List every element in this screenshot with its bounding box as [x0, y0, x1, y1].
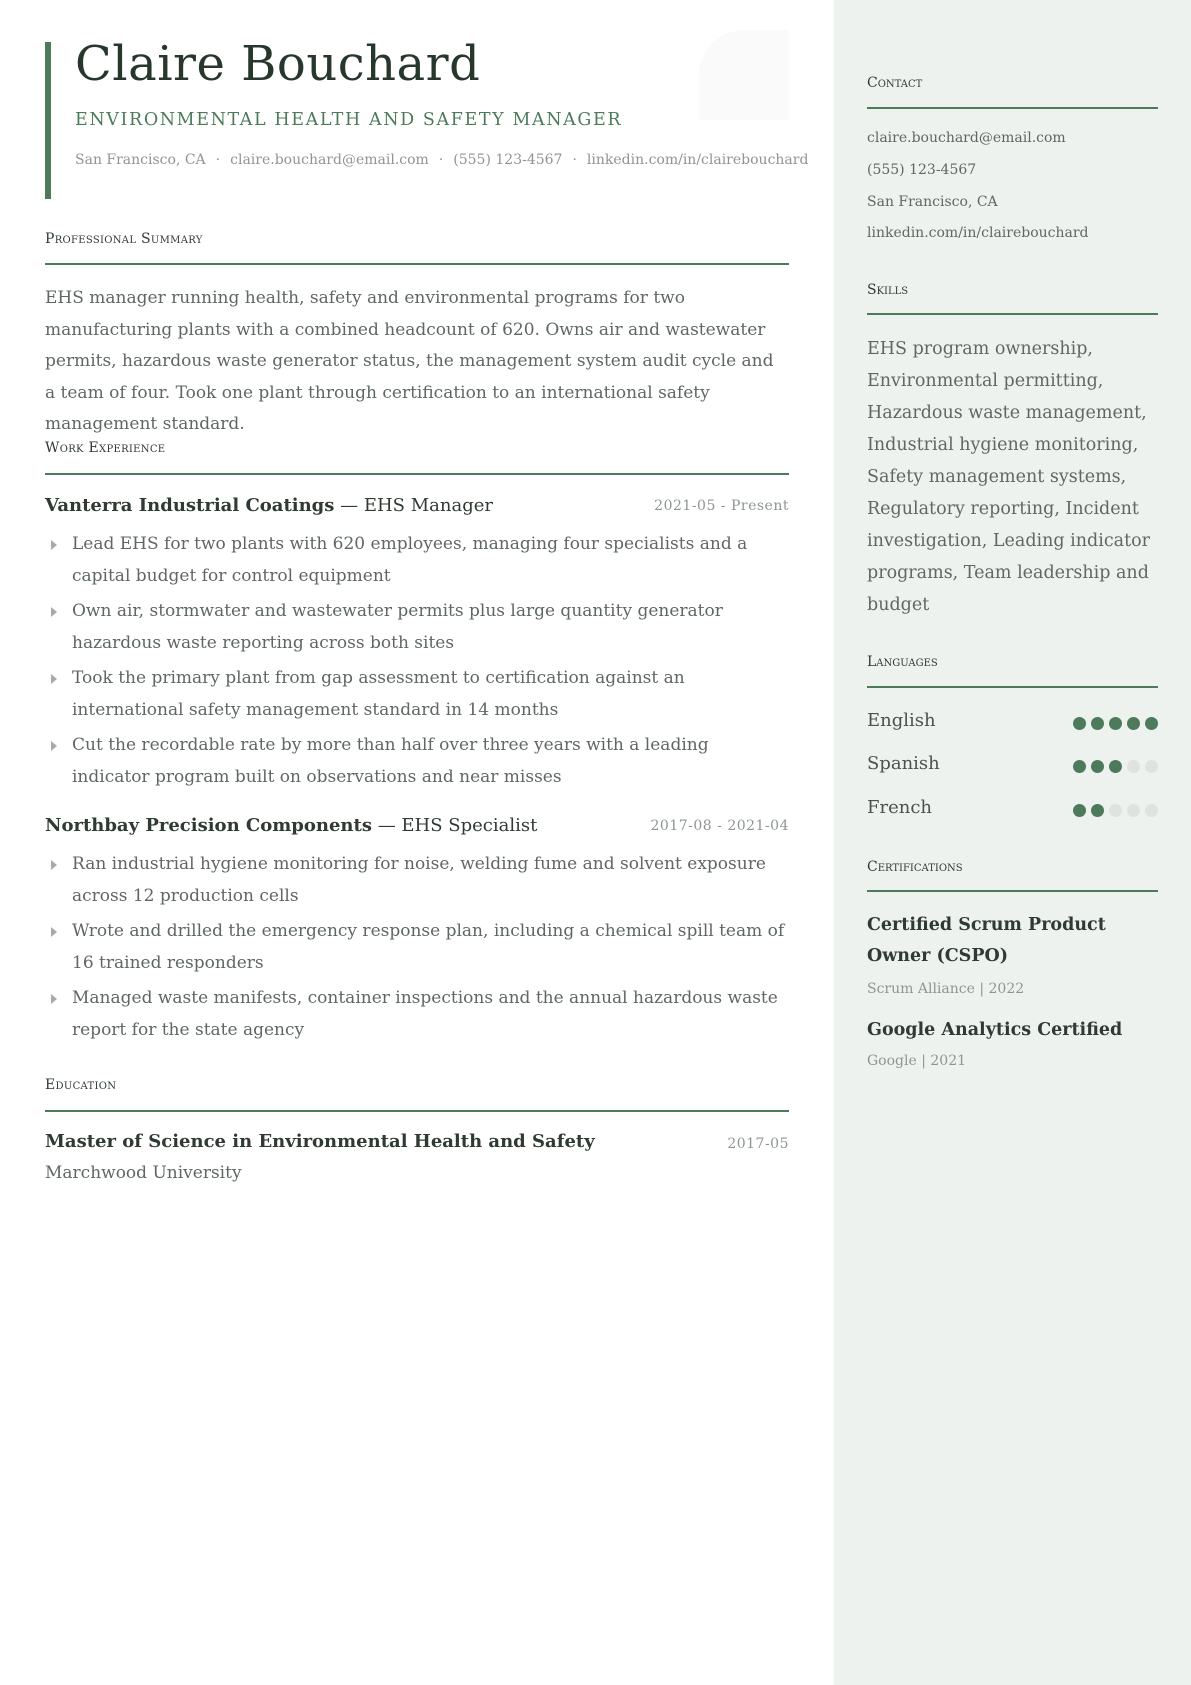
bullet-arrow-icon: [51, 860, 57, 870]
proficiency-dot-filled: [1109, 717, 1122, 730]
education-school: Marchwood University: [45, 1163, 242, 1183]
bullet-arrow-icon: [51, 741, 57, 751]
proficiency-dot-empty: [1145, 804, 1158, 817]
proficiency-dot-empty: [1127, 760, 1140, 773]
bullet-arrow-icon: [51, 927, 57, 937]
job-title: ENVIRONMENTAL HEALTH AND SAFETY MANAGER: [75, 110, 623, 130]
job-bullet: [45, 730, 789, 793]
summary-divider: [45, 263, 789, 265]
job-bullet-text: Took the primary plant from gap assessment to certification against an international safety management standard in 14 months: [72, 668, 685, 720]
sidebar-linkedin[interactable]: linkedin.com/in/clairebouchard: [867, 225, 1089, 241]
sidebar-phone[interactable]: (555) 123-4567: [867, 162, 977, 178]
job-bullet-text: Lead EHS for two plants with 620 employees, managing four specialists and a capital budget for control equipment: [72, 534, 748, 586]
summary-text: EHS manager running health, safety and environmental programs for two manufacturing plants with a combined headcount of 620. Owns air and wastewater permits, hazardous waste generator status, the management system audit cycle and a team of four. Took one plant through certification to an international safety management standard.: [45, 288, 774, 434]
proficiency-dot-empty: [1127, 804, 1140, 817]
certification-name: Certified Scrum Product Owner (CSPO): [867, 915, 1106, 966]
header-contact-row: [75, 152, 808, 168]
certification-meta: Google | 2021: [867, 1053, 967, 1069]
proficiency-dot-filled: [1091, 717, 1104, 730]
proficiency-dot-filled: [1145, 717, 1158, 730]
header-decoration: [699, 30, 789, 120]
header-accent-bar: [45, 42, 51, 199]
proficiency-dot-filled: [1073, 760, 1086, 773]
language-name: Spanish: [867, 753, 940, 774]
proficiency-dot-filled: [1109, 760, 1122, 773]
language-item: [867, 753, 1158, 774]
job-bullet: [45, 849, 789, 912]
proficiency-dot-filled: [1091, 760, 1104, 773]
job-bullet-text: Cut the recordable rate by more than half over three years with a leading indicator program built on observations and near misses: [72, 735, 709, 787]
job-dates: 2021-05 - Present: [654, 498, 789, 514]
contact-heading: Contact: [867, 75, 923, 91]
header-phone[interactable]: (555) 123-4567: [453, 152, 563, 168]
header-email[interactable]: claire.bouchard@email.com: [230, 152, 429, 168]
job-company: Vanterra Industrial Coatings: [45, 495, 335, 516]
header-linkedin[interactable]: linkedin.com/in/clairebouchard: [586, 152, 809, 168]
job-bullet-text: Managed waste manifests, container inspections and the annual hazardous waste report for the state agency: [72, 988, 778, 1040]
job-bullets: [45, 849, 789, 1050]
proficiency-dots: [1068, 714, 1158, 735]
bullet-arrow-icon: [51, 994, 57, 1004]
certifications-heading: Certifications: [867, 859, 963, 875]
skills-list: EHS program ownership, Environmental permitting, Hazardous waste management, Industrial hygiene monitoring, Safety management systems, Regulatory reporting, Incident investigation, Leading indicator programs, Team leadership and budget: [867, 339, 1150, 615]
job-role: — EHS Manager: [334, 495, 494, 516]
job-bullet: [45, 663, 789, 726]
sidebar: [834, 0, 1191, 1685]
skills-divider: [867, 313, 1158, 315]
proficiency-dots: [1068, 801, 1158, 822]
job-role: — EHS Specialist: [371, 815, 538, 836]
language-name: French: [867, 797, 933, 818]
certifications-divider: [867, 890, 1158, 892]
experience-heading: Work Experience: [45, 440, 166, 456]
certification-name: Google Analytics Certified: [867, 1020, 1123, 1040]
proficiency-dot-filled: [1091, 804, 1104, 817]
sidebar-email[interactable]: claire.bouchard@email.com: [867, 130, 1066, 146]
header-location: San Francisco, CA: [75, 152, 206, 168]
proficiency-dot-filled: [1073, 804, 1086, 817]
bullet-arrow-icon: [51, 674, 57, 684]
job-bullet: [45, 983, 789, 1046]
job-bullet-text: Own air, stormwater and wastewater permits plus large quantity generator hazardous waste reporting across both sites: [72, 601, 723, 653]
language-item: [867, 797, 1158, 818]
experience-divider: [45, 473, 789, 475]
job-bullet: [45, 916, 789, 979]
job-header: [45, 495, 789, 516]
education-date: 2017-05: [727, 1136, 789, 1152]
education-divider: [45, 1110, 789, 1112]
skills-heading: Skills: [867, 282, 909, 298]
education-degree: Master of Science in Environmental Health and Safety: [45, 1131, 595, 1152]
candidate-name: Claire Bouchard: [75, 36, 481, 92]
separator-dot: ·: [572, 152, 577, 168]
proficiency-dot-filled: [1073, 717, 1086, 730]
bullet-arrow-icon: [51, 607, 57, 617]
separator-dot: ·: [438, 152, 444, 168]
contact-divider: [867, 107, 1158, 109]
separator-dot: ·: [215, 152, 221, 168]
language-item: [867, 710, 1158, 731]
job-bullets: [45, 529, 789, 797]
job-bullet-text: Ran industrial hygiene monitoring for noise, welding fume and solvent exposure across 12 production cells: [72, 854, 766, 906]
job-bullet: [45, 596, 789, 659]
sidebar-location: San Francisco, CA: [867, 194, 998, 210]
languages-heading: Languages: [867, 654, 938, 670]
proficiency-dots: [1068, 757, 1158, 778]
job-header: [45, 815, 789, 836]
bullet-arrow-icon: [51, 540, 57, 550]
proficiency-dot-empty: [1145, 760, 1158, 773]
proficiency-dot-filled: [1127, 717, 1140, 730]
education-heading: Education: [45, 1077, 117, 1093]
summary-heading: Professional Summary: [45, 231, 203, 247]
language-name: English: [867, 710, 936, 731]
job-company: Northbay Precision Components: [45, 815, 372, 836]
job-dates: 2017-08 - 2021-04: [650, 818, 789, 834]
job-bullet-text: Wrote and drilled the emergency response plan, including a chemical spill team of 16 trained responders: [72, 921, 785, 973]
languages-divider: [867, 686, 1158, 688]
proficiency-dot-empty: [1109, 804, 1122, 817]
certification-meta: Scrum Alliance | 2022: [867, 981, 1025, 997]
job-bullet: [45, 529, 789, 592]
